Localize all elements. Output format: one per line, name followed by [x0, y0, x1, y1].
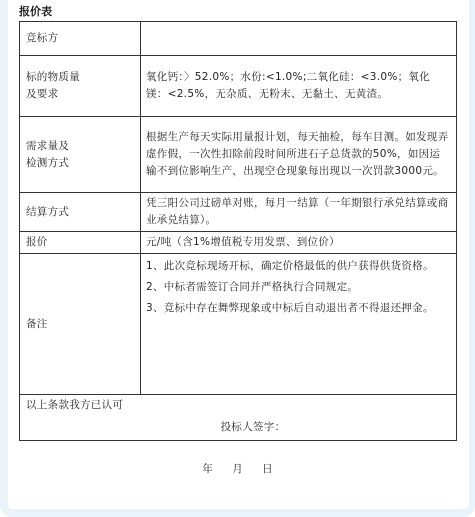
table-row-price	[20, 232, 457, 254]
inspection-value: 根据生产每天实际用量报计划，每天抽检，每车目测。如发现弄虚作假，一次性扣除前段时间所进石子总货款的50%，如因运输不到位影响生产，出现空仓现象每出现以一次罚款3000元。	[141, 117, 457, 193]
row-label-settlement: 结算方式	[20, 193, 141, 232]
row-label-quality: 标的物质量 及要求	[20, 56, 141, 117]
settlement-value: 凭三阳公司过磅单对账，每月一结算（一年期银行承兑结算或商业承兑结算）。	[141, 193, 457, 232]
table-row-settlement	[20, 193, 457, 232]
signer-label: 投标人签字：	[220, 421, 286, 433]
table-row-signature	[20, 395, 457, 441]
page-title: 报价表	[19, 5, 52, 18]
note-item: 1、此次竞标现场开标，确定价格最低的供户获得供货资格。	[146, 260, 434, 272]
bidder-value	[141, 22, 457, 56]
row-label-bidder: 竞标方	[20, 22, 141, 56]
row-label-price: 报价	[20, 232, 141, 254]
notes-cell	[141, 254, 457, 395]
row-label-inspection: 需求量及 检测方式	[20, 117, 141, 193]
table-row-bidder	[20, 22, 457, 56]
table-row-notes	[20, 254, 457, 395]
note-item: 2、中标者需签订合同并严格执行合同规定。	[146, 281, 359, 293]
date-line: 年 月 日	[202, 463, 273, 475]
row-label-notes: 备注	[20, 254, 141, 395]
signature-cell	[20, 395, 457, 441]
quote-table	[19, 21, 457, 441]
quality-value: 氧化钙：〉52.0%；水份:<1.0%;二氧化硅：<3.0%；氧化镁：<2.5%，无杂质、无粉末、无黏土、无黄渣。	[141, 56, 457, 117]
table-row-inspection	[20, 117, 457, 193]
note-item: 3、竞标中存在舞弊现象或中标后自动退出者不得退还押金。	[146, 302, 434, 314]
approval-statement: 以上条款我方已认可	[26, 399, 124, 411]
price-value: 元/吨（含1%增值税专用发票、到位价）	[141, 232, 457, 254]
table-row-quality	[20, 56, 457, 117]
